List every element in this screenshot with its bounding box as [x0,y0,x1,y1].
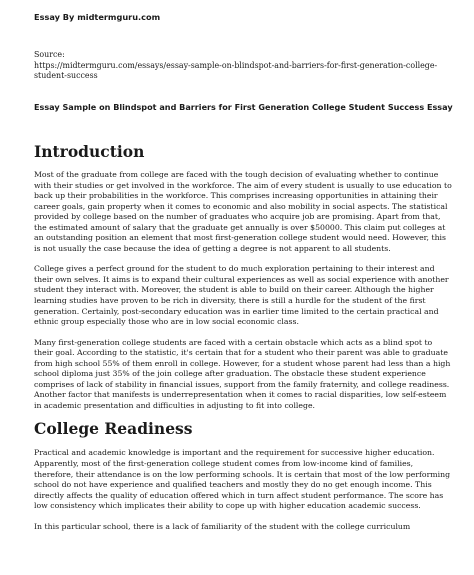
paragraph: In this particular school, there is a lack of familiarity of the student with the college curriculum [34,521,411,531]
essay-body [34,142,452,532]
source-label: Source: [34,50,65,59]
paragraph: Most of the graduate from college are faced with the tough decision of evaluating whether to continue with their studies or get involved in the workforce. The aim of every student is usually to use education to back up their probabilities in the workforce. This comprises increasing opportunities in attaining their career goals, gain property when it comes to economic and also mobility in social aspects. The statistical provided by college based on the number of graduates who acquire job are promising. Apart from that, the estimated amount of salary that the graduate get annually is over $50000. This claim put colleges at an outstanding position an element that most first-generation college student would need. However, this is not usually the case because the idea of getting a degree is not apparent to all students. [34,170,452,253]
site-attribution: Essay By midtermguru.com [34,12,161,22]
heading-college-readiness: College Readiness [34,419,193,439]
paragraph: College gives a perfect ground for the student to do much exploration pertaining to their interest and their own selves. It aims is to expand their cultural experiences as well as social experience with another student they interact with. Moreover, the student is able to build on their career. Although the higher learning studies have proven to be rich in diversity, there is still a hurdle for the student of the first generation. Certainly, post-secondary education was in earlier time limited to the certain practical and ethnic group especially those who are in low social economic class. [34,264,449,327]
essay-title: Essay Sample on Blindspot and Barriers for First Generation College Student Success Essay [34,102,453,112]
paragraph: Practical and academic knowledge is important and the requirement for successive higher education. Apparently, most of the first-generation college student comes from low-income kind of families, therefore, their attendance is on the low performing schools. It is certain that most of the low performing school do not have experience and qualified teachers and mostly they do no get enough income. This directly affects the quality of education offered which in turn affect student performance. The score has low consistency which implicates their ability to cope up with higher education academic success. [34,448,451,511]
source-block [34,50,454,82]
source-url: https://midtermguru.com/essays/essay-sample-on-blindspot-and-barriers-for-first-generation-college-student-success [34,60,438,81]
paragraph: Many first-generation college students are faced with a certain obstacle which acts as a blind spot to their goal. According to the statistic, it's certain that for a student who their parent was able to graduate from high school 55% of them enroll in college. However, for a student whose parent had less than a high school diploma just 35% of the join college after graduation. The obstacle these student experience comprises of lack of stability in financial issues, support from the family fraternity, and college readiness. Another factor that manifests is underrepresentation when it comes to racial disparities, low self-esteem in academic presentation and difficulties in adjusting to fit into college. [34,337,451,410]
heading-introduction: Introduction [34,142,145,161]
